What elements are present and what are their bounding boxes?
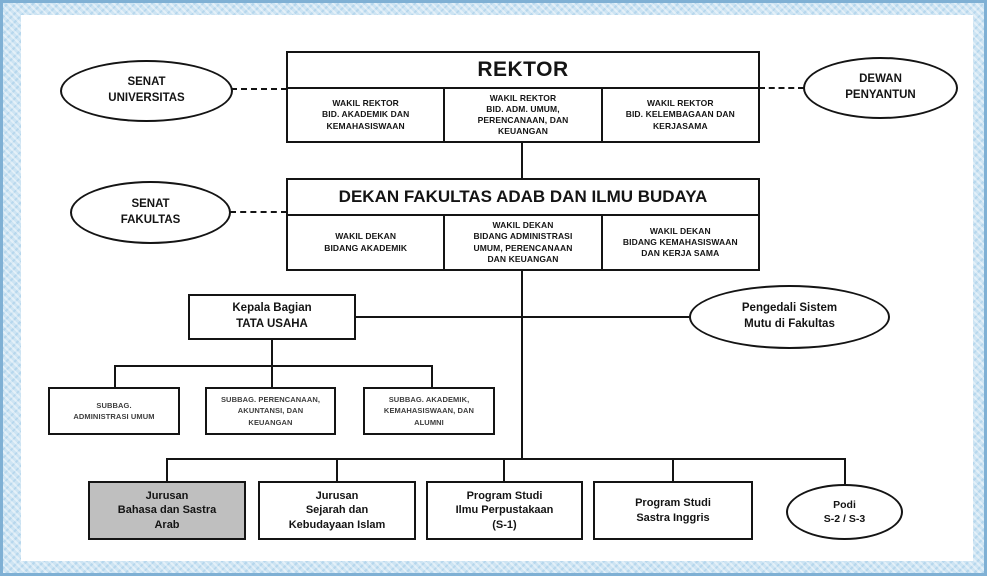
connector-subbag-drop-1 [114,365,116,387]
dewan-penyantun-ellipse: DEWAN PENYANTUN [803,57,958,119]
rektor-group-box [286,51,760,143]
prodi-ilmu-perpustakaan-box: Program Studi Ilmu Perpustakaan (S-1) [426,481,583,540]
connector-bottom-drop-4 [672,458,674,481]
prodi-sastra-inggris-box: Program Studi Sastra Inggris [593,481,753,540]
connector-bottom-bar [166,458,846,460]
dekan-group-box [286,178,760,271]
connector-subbag-drop-3 [431,365,433,387]
subbag-perencanaan-akuntansi-box: SUBBAG. PERENCANAAN, AKUNTANSI, DAN KEUANGAN [205,387,336,435]
wakil-rektor-akademik-box: WAKIL REKTOR BID. AKADEMIK DAN KEMAHASISWAAN [322,98,410,131]
connector-dashed-rektor-dewan-penyantun [759,87,804,89]
subbag-administrasi-umum-box: SUBBAG. ADMINISTRASI UMUM [48,387,180,435]
jurusan-bahasa-sastra-arab-box: Jurusan Bahasa dan Sastra Arab [88,481,246,540]
connector-kepala-pengendali [356,316,689,318]
connector-bottom-drop-3 [503,458,505,481]
dekan-deputies-row [288,216,758,269]
connector-bottom-drop-podi [844,458,846,484]
subbag-akademik-kemahasiswaan-box: SUBBAG. AKADEMIK, KEMAHASISWAAN, DAN ALUMNI [363,387,495,435]
kepala-bagian-tata-usaha-box: Kepala Bagian TATA USAHA [188,294,356,340]
connector-subbag-bar [114,365,433,367]
wakil-rektor-kelembagaan-box: WAKIL REKTOR BID. KELEMBAGAAN DAN KERJASAMA [601,89,758,141]
connector-bottom-drop-1 [166,458,168,481]
connector-bottom-drop-2 [336,458,338,481]
connector-kepala-subbag-stem [271,340,273,387]
connector-dashed-senat-fakultas-dekan [230,211,287,213]
connector-dashed-senat-universitas-rektor [231,88,287,90]
wakil-dekan-akademik-box: WAKIL DEKAN BIDANG AKADEMIK [324,231,408,253]
wakil-rektor-adm-umum-box: WAKIL REKTOR BID. ADM. UMUM, PERENCANAAN, DAN KEUANGAN [443,89,600,141]
podi-s2-s3-ellipse: Podi S-2 / S-3 [786,484,903,540]
wakil-dekan-kemahasiswaan-box: WAKIL DEKAN BIDANG KEMAHASISWAAN DAN KERJA SAMA [601,216,758,269]
dekan-title: DEKAN FAKULTAS ADAB DAN ILMU BUDAYA [288,180,758,216]
wakil-dekan-administrasi-box: WAKIL DEKAN BIDANG ADMINISTRASI UMUM, PERENCANAAN DAN KEUANGAN [443,216,600,269]
connector-dekan-trunk [521,271,523,460]
senat-universitas-ellipse: SENAT UNIVERSITAS [60,60,233,122]
jurusan-sejarah-kebudayaan-islam-box: Jurusan Sejarah dan Kebudayaan Islam [258,481,416,540]
rektor-deputies-row [288,89,758,141]
senat-fakultas-ellipse: SENAT FAKULTAS [70,181,231,244]
rektor-title: REKTOR [288,53,758,89]
connector-rektor-dekan [521,143,523,178]
pengendali-sistem-mutu-ellipse: Pengedali Sistem Mutu di Fakultas [689,285,890,349]
